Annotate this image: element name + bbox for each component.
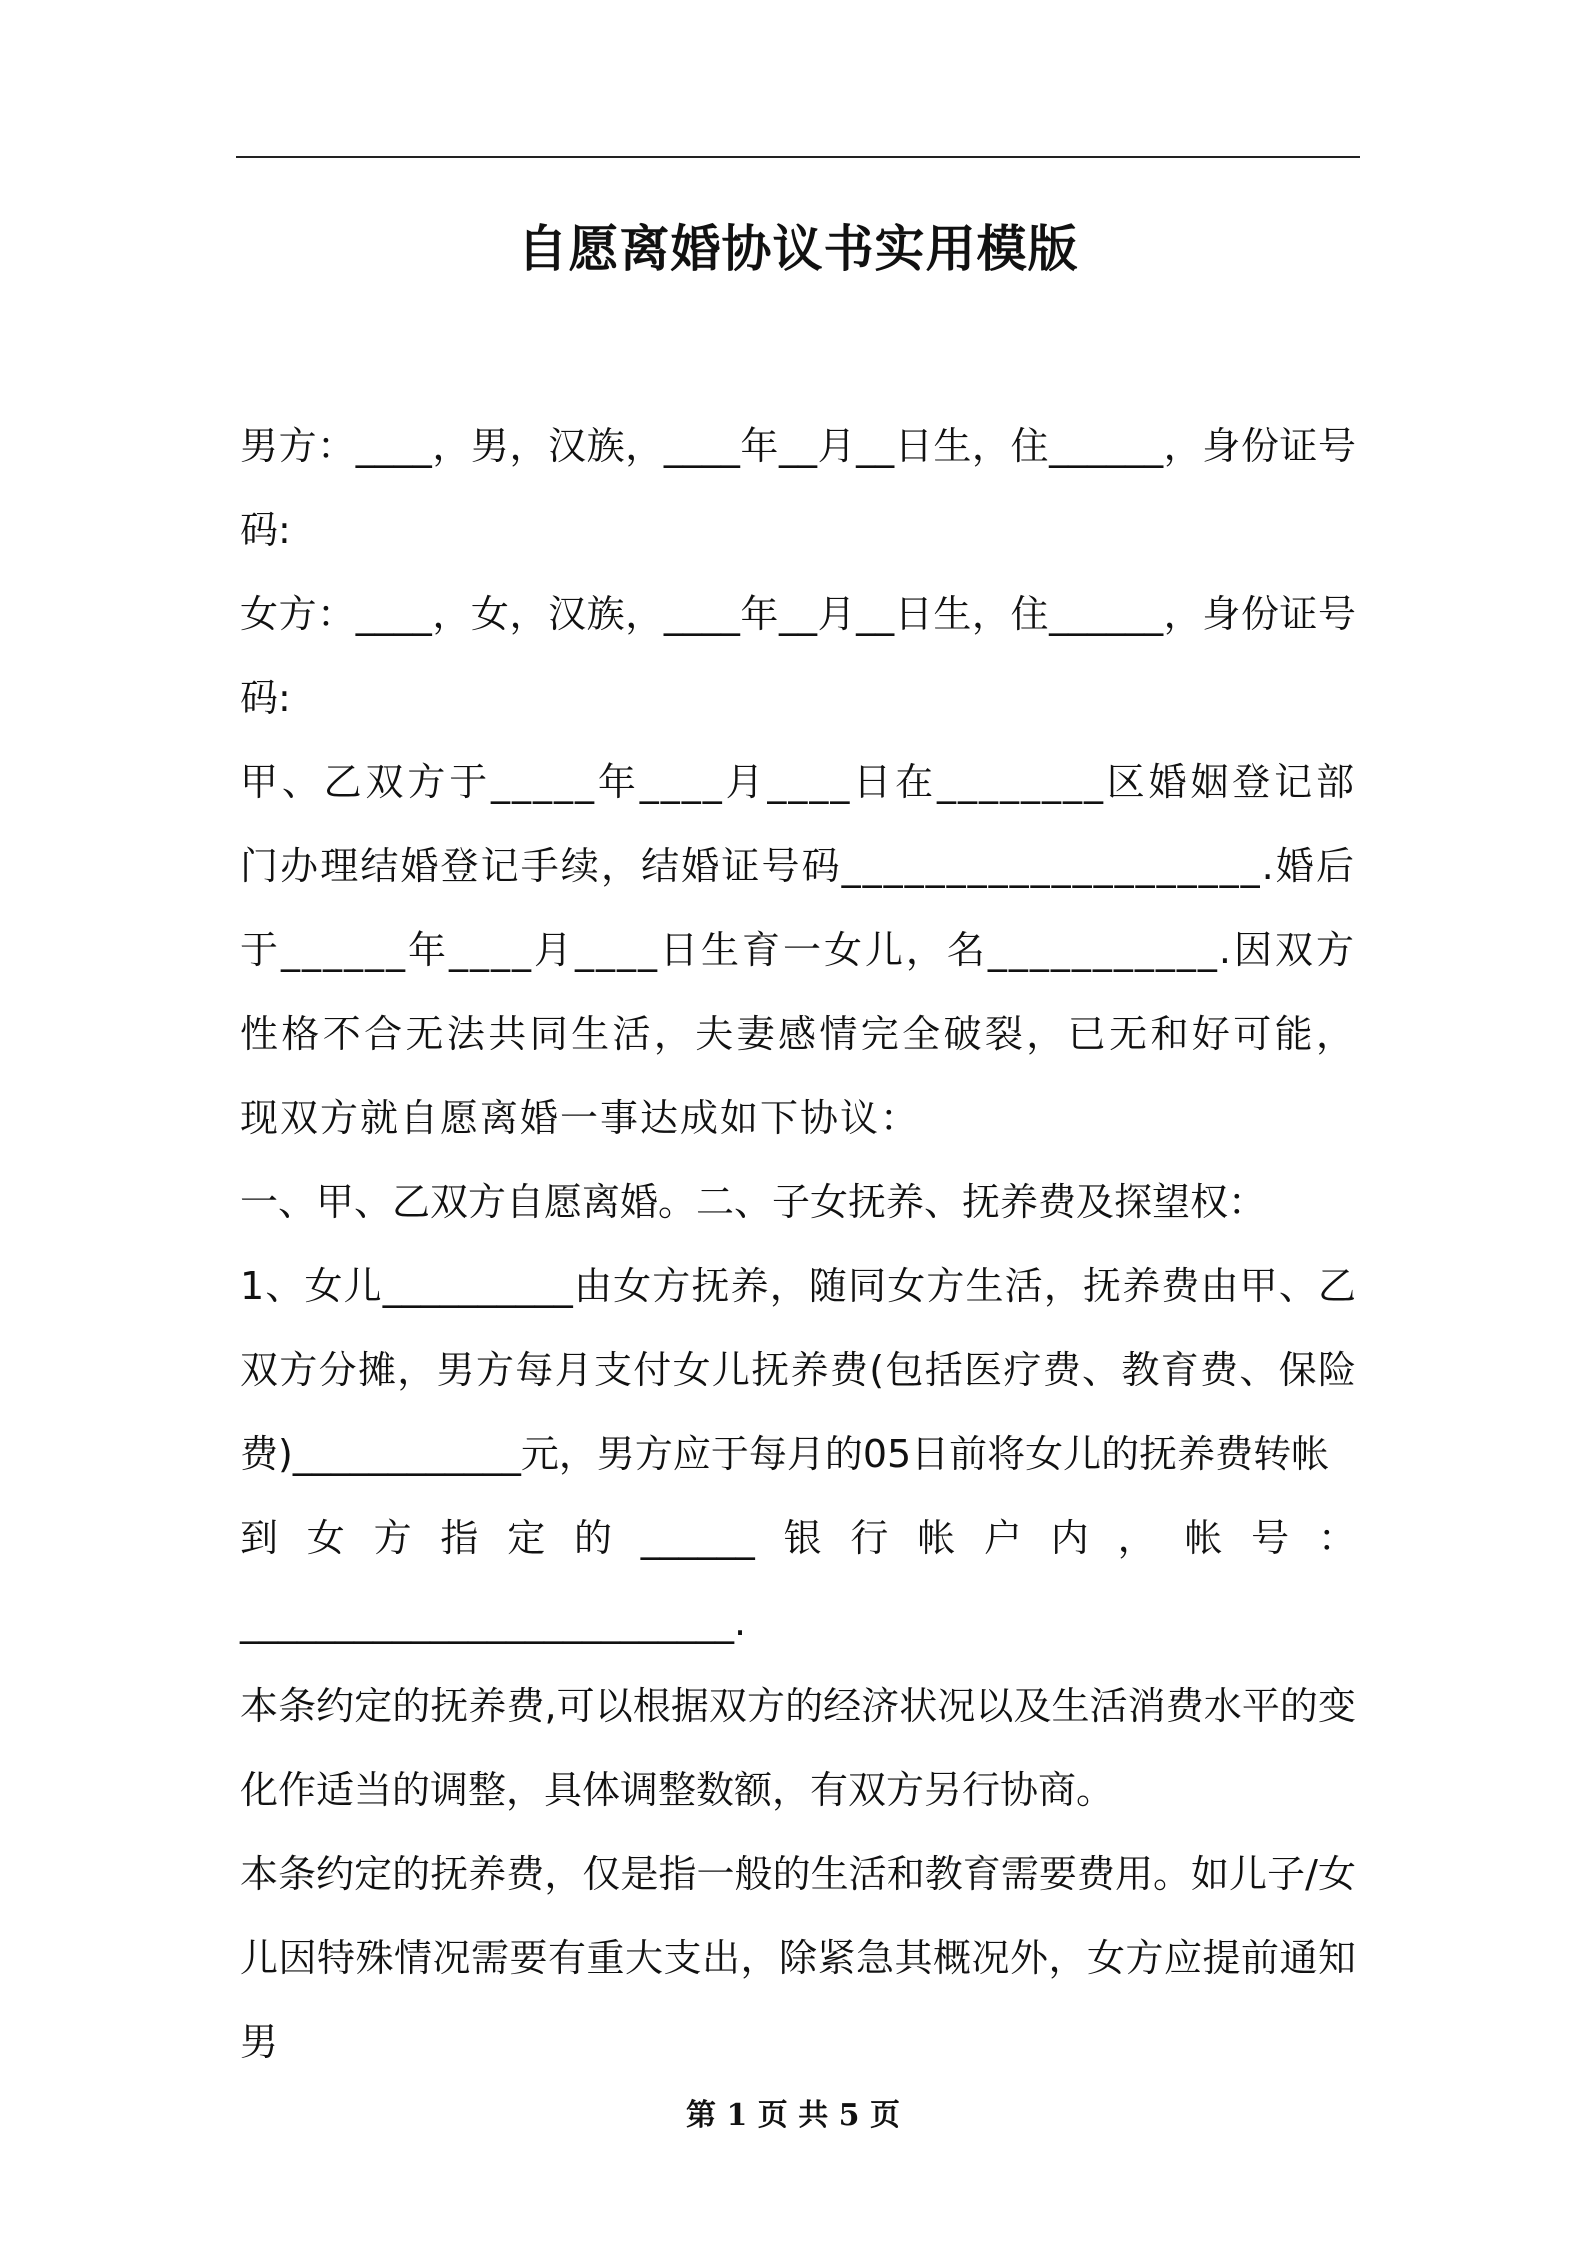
paragraph-female-party: 女方：____，女，汉族，____年__月__日生，住______，身份证号码:: [240, 592, 1356, 720]
paragraph-article-one-two: 一、甲、乙双方自愿离婚。二、子女抚养、抚养费及探望权：: [240, 1180, 1267, 1224]
document-title: 自愿离婚协议书实用模版: [517, 220, 1079, 278]
paragraph-marriage-background: 甲、乙双方于_____年____月____日在________区婚姻登记部门办理结婚登记手续，结婚证号码____________________.婚后于______年____月____日生育一女儿，名___________.因双方性格不合无法共同生活，夫妻感情完全破裂，已无和好可能，现双方就自愿离婚一事达成如下协议：: [240, 760, 1356, 1140]
document-body: [240, 404, 1356, 2084]
paragraph-child-custody: 1、女儿__________由女方抚养，随同女方生活，抚养费由甲、乙双方分摊，男方每月支付女儿抚养费(包括医疗费、教育费、保险费)____________元，男方应于每月的05日前将女儿的抚养费转帐: [240, 1264, 1356, 1476]
header-rule: [236, 156, 1360, 158]
paragraph-male-party: 男方：____，男，汉族，____年__月__日生，住______，身份证号码:: [240, 424, 1356, 552]
paragraph-support-scope: 本条约定的抚养费，仅是指一般的生活和教育需要费用。如儿子/女儿因特殊情况需要有重大支出，除紧急其概况外，女方应提前通知男: [240, 1852, 1356, 2064]
account-number-blank: __________________________.: [240, 1600, 747, 1644]
paragraph-support-adjustment: 本条约定的抚养费,可以根据双方的经济状况以及生活消费水平的变化作适当的调整，具体调整数额，有双方另行协商。: [240, 1684, 1356, 1812]
paragraph-bank-account: 到女方指定的______银行帐户内，帐号：: [240, 1516, 1356, 1560]
page-number-footer: 第 1 页 共 5 页: [686, 2098, 900, 2133]
